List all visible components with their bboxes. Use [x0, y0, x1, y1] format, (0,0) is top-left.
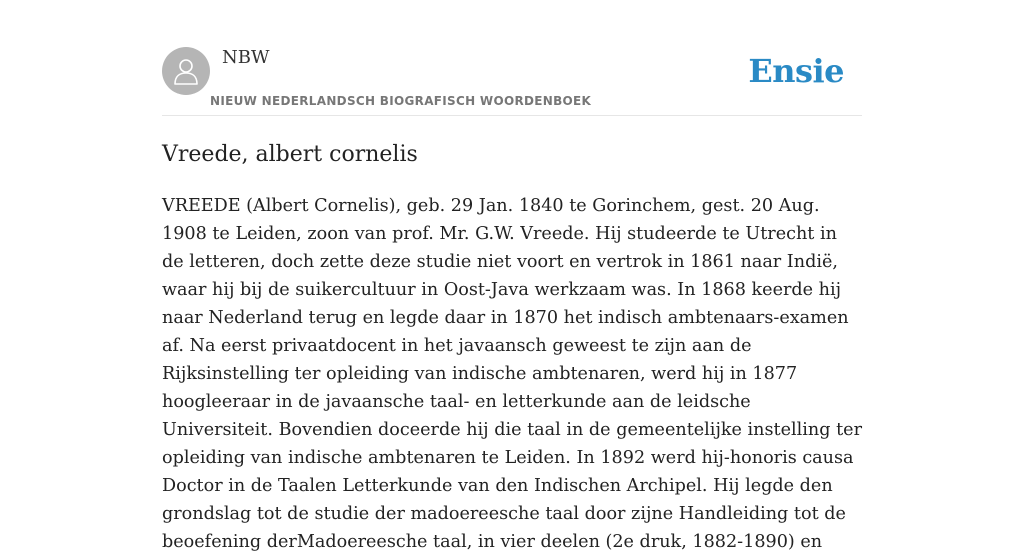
entry-title: Vreede, albert cornelis: [162, 142, 418, 167]
ensie-logo[interactable]: Ensie: [748, 52, 844, 90]
source-header: [162, 47, 862, 116]
source-full-name: NIEUW NEDERLANDSCH BIOGRAFISCH WOORDENBOEK: [210, 94, 592, 108]
entry-body: VREEDE (Albert Cornelis), geb. 29 Jan. 1840 te Gorinchem, gest. 20 Aug. 1908 te Leiden, zoon van prof. Mr. G.W. Vreede. Hij studeerde te Utrecht in de letteren, doch zette deze studie niet voort en vertrok in 1861 naar Indië, waar hij bij de suikercultuur in Oost-Java werkzaam was. In 1868 keerde hij naar Nederland terug en legde daar in 1870 het indisch ambtenaars-examen af. Na eerst privaatdocent in het javaansch geweest te zijn aan de Rijksinstelling ter opleiding van indische ambtenaren, werd hij in 1877 hoogleeraar in de javaansche taal- en letterkunde aan de leidsche Universiteit. Bovendien doceerde hij die taal in de gemeentelijke instelling ter opleiding van indische ambtenaren te Leiden. In 1892 werd hij-honoris causa Doctor in de Taalen Letterkunde van den Indischen Archipel. Hij legde den grondslag tot de studie der madoereesche taal door zijne Handleiding tot de beoefening derMadoereesche taal, in vier deelen (2e druk, 1882-1890) en: [162, 196, 862, 552]
avatar[interactable]: [162, 47, 210, 95]
source-abbreviation[interactable]: NBW: [222, 47, 270, 68]
user-icon: [172, 56, 200, 86]
